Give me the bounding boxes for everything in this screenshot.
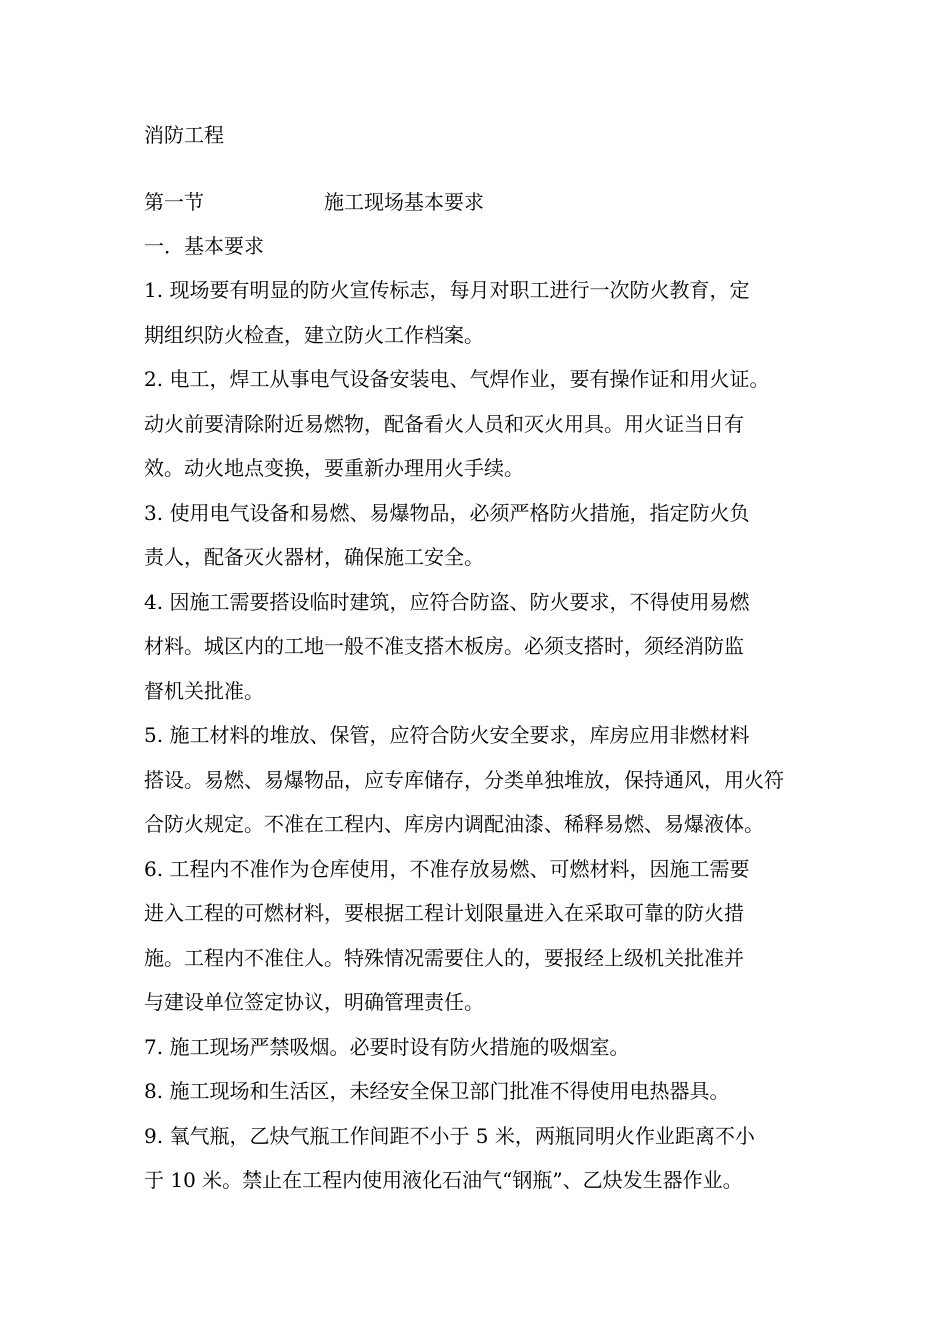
paragraph-line: 5. 施工材料的堆放、保管，应符合防火安全要求，库房应用非燃材料	[144, 723, 750, 747]
paragraph-line: 进入工程的可燃材料，要根据工程计划限量进入在采取可靠的防火措	[144, 901, 744, 925]
paragraph-line: 1. 现场要有明显的防火宣传标志，每月对职工进行一次防火教育，定	[144, 278, 750, 302]
paragraph-item-9	[144, 1114, 810, 1203]
document-title: 消防工程	[144, 123, 224, 147]
paragraph-item-3	[144, 491, 810, 580]
paragraph-line: 4. 因施工需要搭设临时建筑，应符合防盗、防火要求，不得使用易燃	[144, 589, 750, 614]
paragraph-item-2	[144, 357, 810, 491]
paragraph-list	[144, 268, 810, 1203]
paragraph-line: 与建设单位签定协议，明确管理责任。	[144, 990, 484, 1014]
paragraph-line: 责人，配备灭火器材，确保施工安全。	[144, 545, 484, 569]
section-title: 施工现场基本要求	[324, 190, 484, 214]
paragraph-item-1	[144, 268, 810, 357]
section-heading	[144, 180, 810, 224]
paragraph-line: 9. 氧气瓶，乙炔气瓶工作间距不小于 5 米，两瓶同明火作业距离不小	[144, 1123, 755, 1148]
section-number: 第一节	[144, 190, 204, 214]
paragraph-line: 合防火规定。不准在工程内、库房内调配油漆、稀释易燃、易爆液体。	[144, 812, 764, 836]
paragraph-item-5	[144, 713, 810, 847]
subsection-heading: 一．基本要求	[144, 234, 264, 258]
paragraph-item-4	[144, 580, 810, 714]
paragraph-line: 8. 施工现场和生活区，未经安全保卫部门批准不得使用电热器具。	[144, 1079, 730, 1103]
paragraph-line: 督机关批准。	[144, 678, 264, 703]
paragraph-item-7	[144, 1025, 810, 1070]
paragraph-line: 动火前要清除附近易燃物，配备看火人员和灭火用具。用火证当日有	[144, 411, 744, 436]
paragraph-line: 于 10 米。禁止在工程内使用液化石油气“钢瓶”、乙炔发生器作业。	[144, 1168, 743, 1192]
paragraph-line: 搭设。易燃、易爆物品，应专库储存，分类单独堆放，保持通风，用火符	[144, 767, 784, 792]
paragraph-line: 材料。城区内的工地一般不准支搭木板房。必须支搭时，须经消防监	[144, 634, 744, 658]
paragraph-line: 2. 电工，焊工从事电气设备安装电、气焊作业，要有操作证和用火证。	[144, 367, 770, 391]
paragraph-line: 3. 使用电气设备和易燃、易爆物品，必须严格防火措施，指定防火负	[144, 500, 750, 525]
document-page	[144, 112, 810, 1203]
paragraph-line: 效。动火地点变换，要重新办理用火手续。	[144, 456, 524, 480]
paragraph-item-8	[144, 1069, 810, 1114]
paragraph-line: 施。工程内不准住人。特殊情况需要住人的，要报经上级机关批准并	[144, 945, 744, 970]
paragraph-item-6	[144, 847, 810, 1025]
paragraph-line: 7. 施工现场严禁吸烟。必要时设有防火措施的吸烟室。	[144, 1034, 630, 1059]
paragraph-line: 期组织防火检查，建立防火工作档案。	[144, 322, 484, 347]
paragraph-line: 6. 工程内不准作为仓库使用，不准存放易燃、可燃材料，因施工需要	[144, 856, 750, 881]
